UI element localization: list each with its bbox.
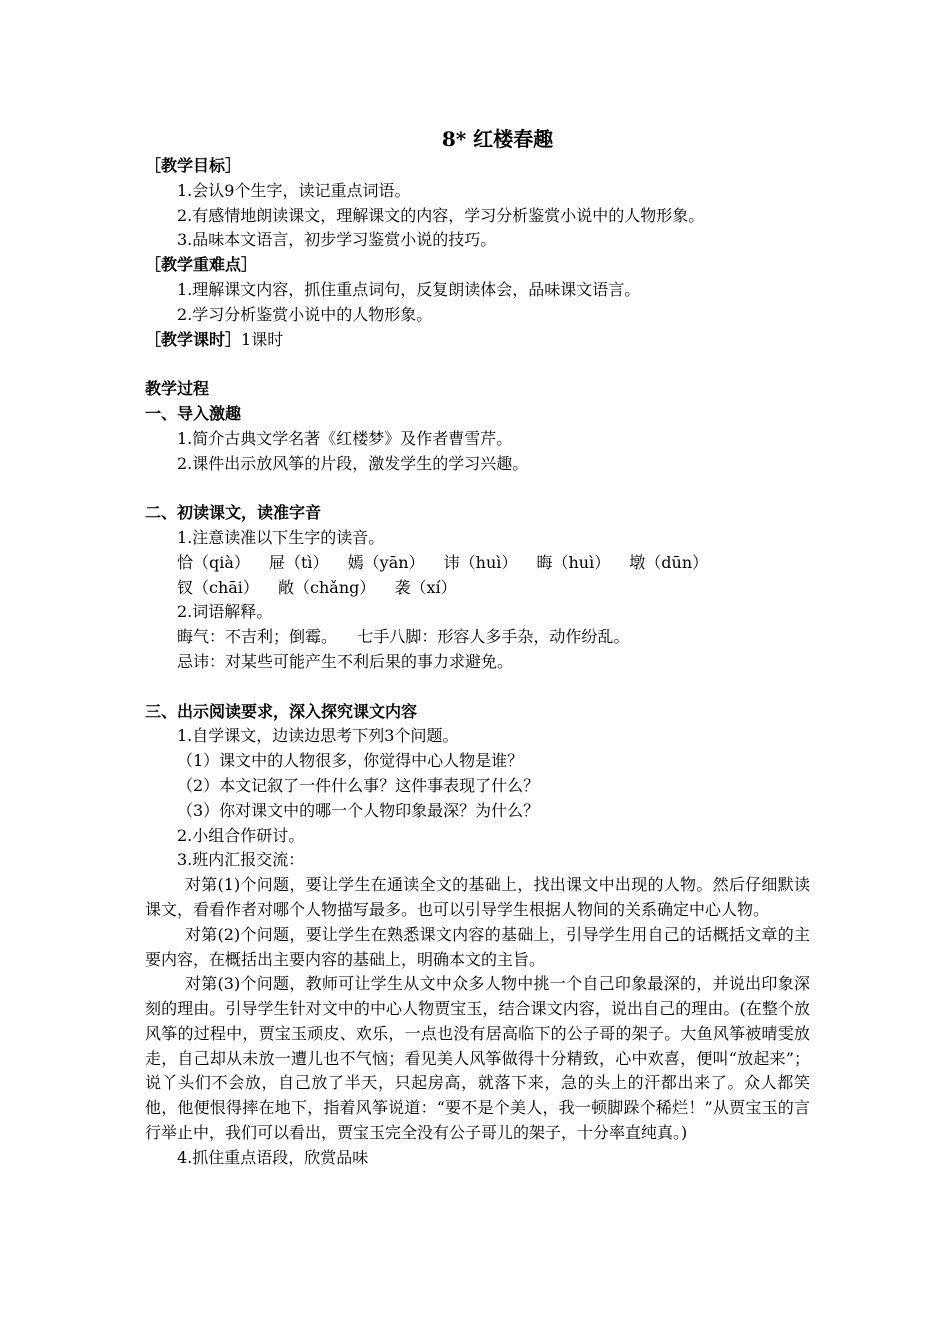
goals-heading: ［教学目标］ — [145, 156, 242, 175]
document-body — [145, 124, 810, 1171]
pinyin-word: 袭（xí） — [394, 577, 457, 597]
pinyin-row-1 — [145, 551, 810, 576]
goal-item: 3.品味本文语言，初步学习鉴赏小说的技巧。 — [177, 230, 497, 250]
pinyin-word: 恰（qià） — [177, 552, 250, 572]
discussion-paragraph: 对第(3)个问题，教师可让学生从文中众多人物中挑一个自己印象最深的，并说出印象深刻的理由。引导学生针对文中的中心人物贾宝玉，结合课文内容，说出自己的理由。(在整个放风筝的过程中，贾宝玉顽皮、欢乐，一点也没有居高临下的公子哥的架子。大鱼风筝被晴雯放走，自己却从未放一遭儿也不气恼；看见美人风筝做得十分精致，心中欢喜，便叫“放起来”；说丫头们不会放，自己放了半天，只起房高，就落下来，急的头上的汗都出来了。众人都笑他，他便恨得摔在地下，指着风筝说道：“要不是个美人，我一顿脚跺个稀烂！”从贾宝玉的言行举止中，我们可以看出，贾宝玉完全没有公子哥儿的架子，十分率直纯真。) — [145, 974, 810, 1143]
section1-item: 2.课件出示放风筝的片段，激发学生的学习兴趣。 — [177, 453, 529, 473]
question-item: （3）你对课文中的哪一个人物印象最深？为什么？ — [177, 800, 540, 820]
pinyin-word: 嫣（yān） — [347, 552, 425, 572]
question-item: （1）课文中的人物很多，你觉得中心人物是谁？ — [177, 751, 524, 771]
keypoint-item: 1.理解课文内容，抓住重点词句，反复朗读体会，品味课文语言。 — [177, 279, 641, 299]
period-value: 1课时 — [241, 329, 284, 349]
section2-item1: 1.注意读准以下生字的读音。 — [177, 527, 385, 547]
goal-item: 2.有感情地朗读课文，理解课文的内容，学习分析鉴赏小说中的人物形象。 — [177, 205, 705, 225]
section2-heading: 二、初读课文，读准字音 — [145, 503, 322, 523]
discussion-paragraph: 对第(2)个问题，要让学生在熟悉课文内容的基础上，引导学生用自己的话概括文章的主要内容，在概括出主要内容的基础上，明确本文的主旨。 — [145, 924, 810, 969]
keypoints-heading: ［教学重难点］ — [145, 255, 258, 275]
pinyin-word: 晦（huì） — [536, 552, 611, 572]
pinyin-word: 钗（chāi） — [177, 577, 259, 597]
keypoint-item: 2.学习分析鉴赏小说中的人物形象。 — [177, 304, 433, 324]
section1-item: 1.简介古典文学名著《红楼梦》及作者曹雪芹。 — [177, 428, 513, 448]
pinyin-word: 屉（tì） — [269, 552, 329, 572]
section3-item2: 2.小组合作研讨。 — [177, 825, 305, 845]
section1-heading: 一、导入激趣 — [145, 403, 242, 423]
section3-item3: 3.班内汇报交流： — [177, 850, 305, 870]
section3-item1: 1.自学课文，边读边思考下列3个问题。 — [177, 726, 459, 746]
section2-item2: 2.词语解释。 — [177, 602, 273, 622]
section3-heading: 三、出示阅读要求，深入探究课文内容 — [145, 701, 418, 721]
question-item: （2）本文记叙了一件什么事？这件事表现了什么？ — [177, 775, 540, 795]
section3-item4: 4.抓住重点语段，欣赏品味 — [177, 1147, 369, 1167]
pinyin-word: 敞（chǎng） — [278, 577, 376, 597]
pinyin-word: 讳（huì） — [443, 552, 518, 572]
definition-line: 晦气：不吉利；倒霉。 七手八脚：形容人多手杂，动作纷乱。 — [177, 627, 630, 647]
pinyin-word: 墩（dūn） — [629, 552, 709, 572]
pinyin-row-2 — [145, 576, 810, 601]
period-line — [145, 328, 810, 353]
page-title: 8* 红楼春趣 — [441, 127, 554, 151]
discussion-paragraph: 对第(1)个问题，要让学生在通读全文的基础上，找出课文中出现的人物。然后仔细默读课文，看看作者对哪个人物描写最多。也可以引导学生根据人物间的关系确定中心人物。 — [145, 875, 810, 919]
definition-line: 忌讳：对某些可能产生不利后果的事力求避免。 — [177, 651, 514, 671]
period-heading: ［教学课时］ — [145, 329, 242, 349]
goal-item: 1.会认9个生字，读记重点词语。 — [177, 180, 411, 200]
process-heading: 教学过程 — [145, 379, 210, 399]
